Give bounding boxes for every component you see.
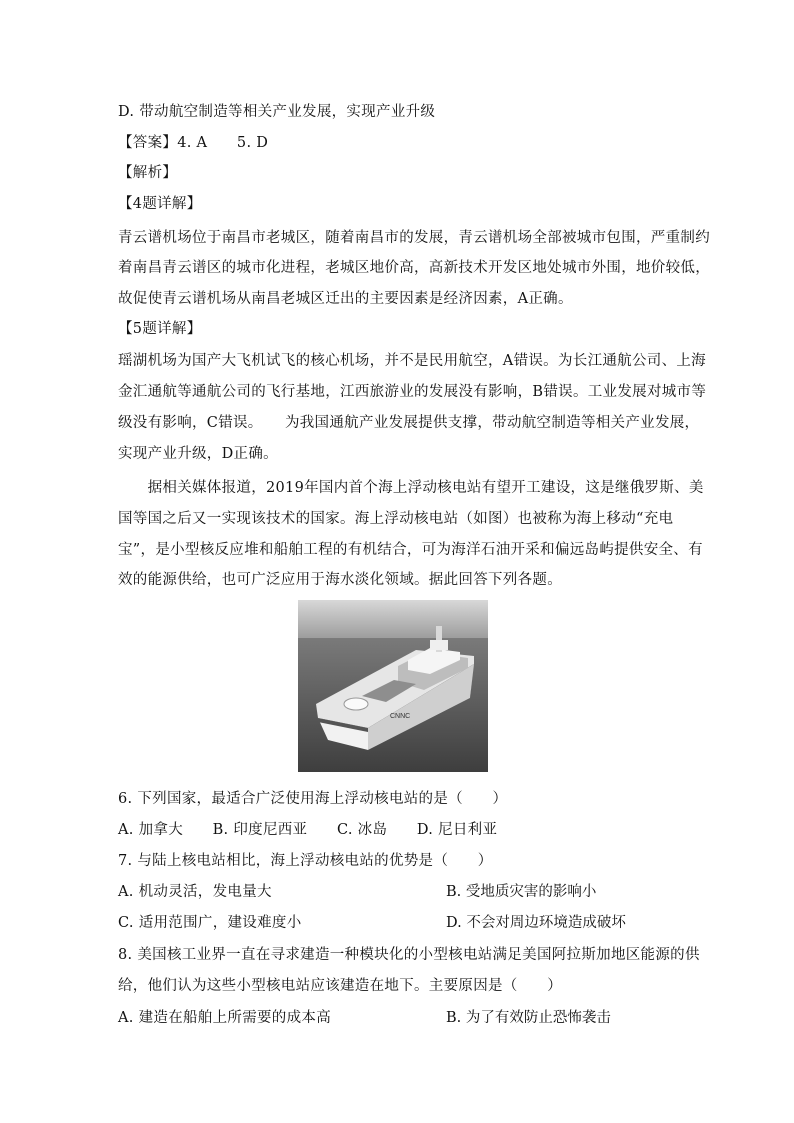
question-7-option-a: A. 机动灵活，发电量大 xyxy=(118,884,272,900)
question-8-option-a: A. 建造在船舶上所需要的成本高 xyxy=(118,1010,331,1026)
question-6-stem: 6. 下列国家，最适合广泛使用海上浮动核电站的是（ ） xyxy=(118,791,508,807)
option-d-prev: D. 带动航空制造等相关产业发展，实现产业升级 xyxy=(118,104,436,120)
passage-line: 效的能源供给，也可广泛应用于海水淡化领域。据此回答下列各题。 xyxy=(118,572,562,588)
q5-detail-line: 金汇通航等通航公司的飞行基地，江西旅游业的发展没有影响，B错误。工业发展对城市等 xyxy=(118,384,707,400)
q5-detail-heading: 【5题详解】 xyxy=(118,321,202,337)
question-7-option-d: D. 不会对周边环境造成破坏 xyxy=(446,915,626,931)
q5-detail-line: 瑶湖机场为国产大飞机试飞的核心机场，并不是民用航空，A错误。为长江通航公司、上海 xyxy=(118,353,706,369)
q5-detail-line: 实现产业升级，D正确。 xyxy=(118,446,278,462)
analysis-heading: 【解析】 xyxy=(118,165,178,181)
hull-label: CNNC xyxy=(390,713,411,720)
q5-detail-line: 级没有影响，C错误。 为我国通航产业发展提供支撑，带动航空制造等相关产业发展， xyxy=(118,415,700,431)
passage-line: 据相关媒体报道，2019年国内首个海上浮动核电站有望开工建设，这是继俄罗斯、美 xyxy=(118,480,704,496)
question-8-stem: 8. 美国核工业界一直在寻求建造一种模块化的小型核电站满足美国阿拉斯加地区能源的供 xyxy=(118,947,700,963)
passage-line: 宝”，是小型核反应堆和船舶工程的有机结合，可为海洋石油开采和偏远岛屿提供安全、有 xyxy=(118,542,703,558)
passage-line: 国等国之后又一实现该技术的国家。海上浮动核电站（如图）也被称为海上移动“充电 xyxy=(118,511,674,527)
question-6-options: A. 加拿大 B. 印度尼西亚 C. 冰岛 D. 尼日利亚 xyxy=(118,822,498,838)
q4-detail-line: 故促使青云谱机场从南昌老城区迁出的主要因素是经济因素，A正确。 xyxy=(118,291,573,307)
question-7-stem: 7. 与陆上核电站相比，海上浮动核电站的优势是（ ） xyxy=(118,853,493,869)
q4-detail-line: 青云谱机场位于南昌市老城区，随着南昌市的发展，青云谱机场全部被城市包围，严重制约 xyxy=(118,230,710,246)
question-8-stem: 给，他们认为这些小型核电站应该建造在地下。主要原因是（ ） xyxy=(118,978,562,994)
floating-nuclear-plant-photo xyxy=(298,600,488,772)
q4-detail-heading: 【4题详解】 xyxy=(118,196,202,212)
question-7-option-b: B. 受地质灾害的影响小 xyxy=(446,884,597,900)
q4-detail-line: 着南昌青云谱区的城市化进程，老城区地价高，高新技术开发区地处城市外围，地价较低， xyxy=(118,260,710,276)
question-7-option-c: C. 适用范围广，建设难度小 xyxy=(118,915,302,931)
question-8-option-b: B. 为了有效防止恐怖袭击 xyxy=(446,1010,611,1026)
answer-line: 【答案】4. A 5. D xyxy=(118,135,269,151)
